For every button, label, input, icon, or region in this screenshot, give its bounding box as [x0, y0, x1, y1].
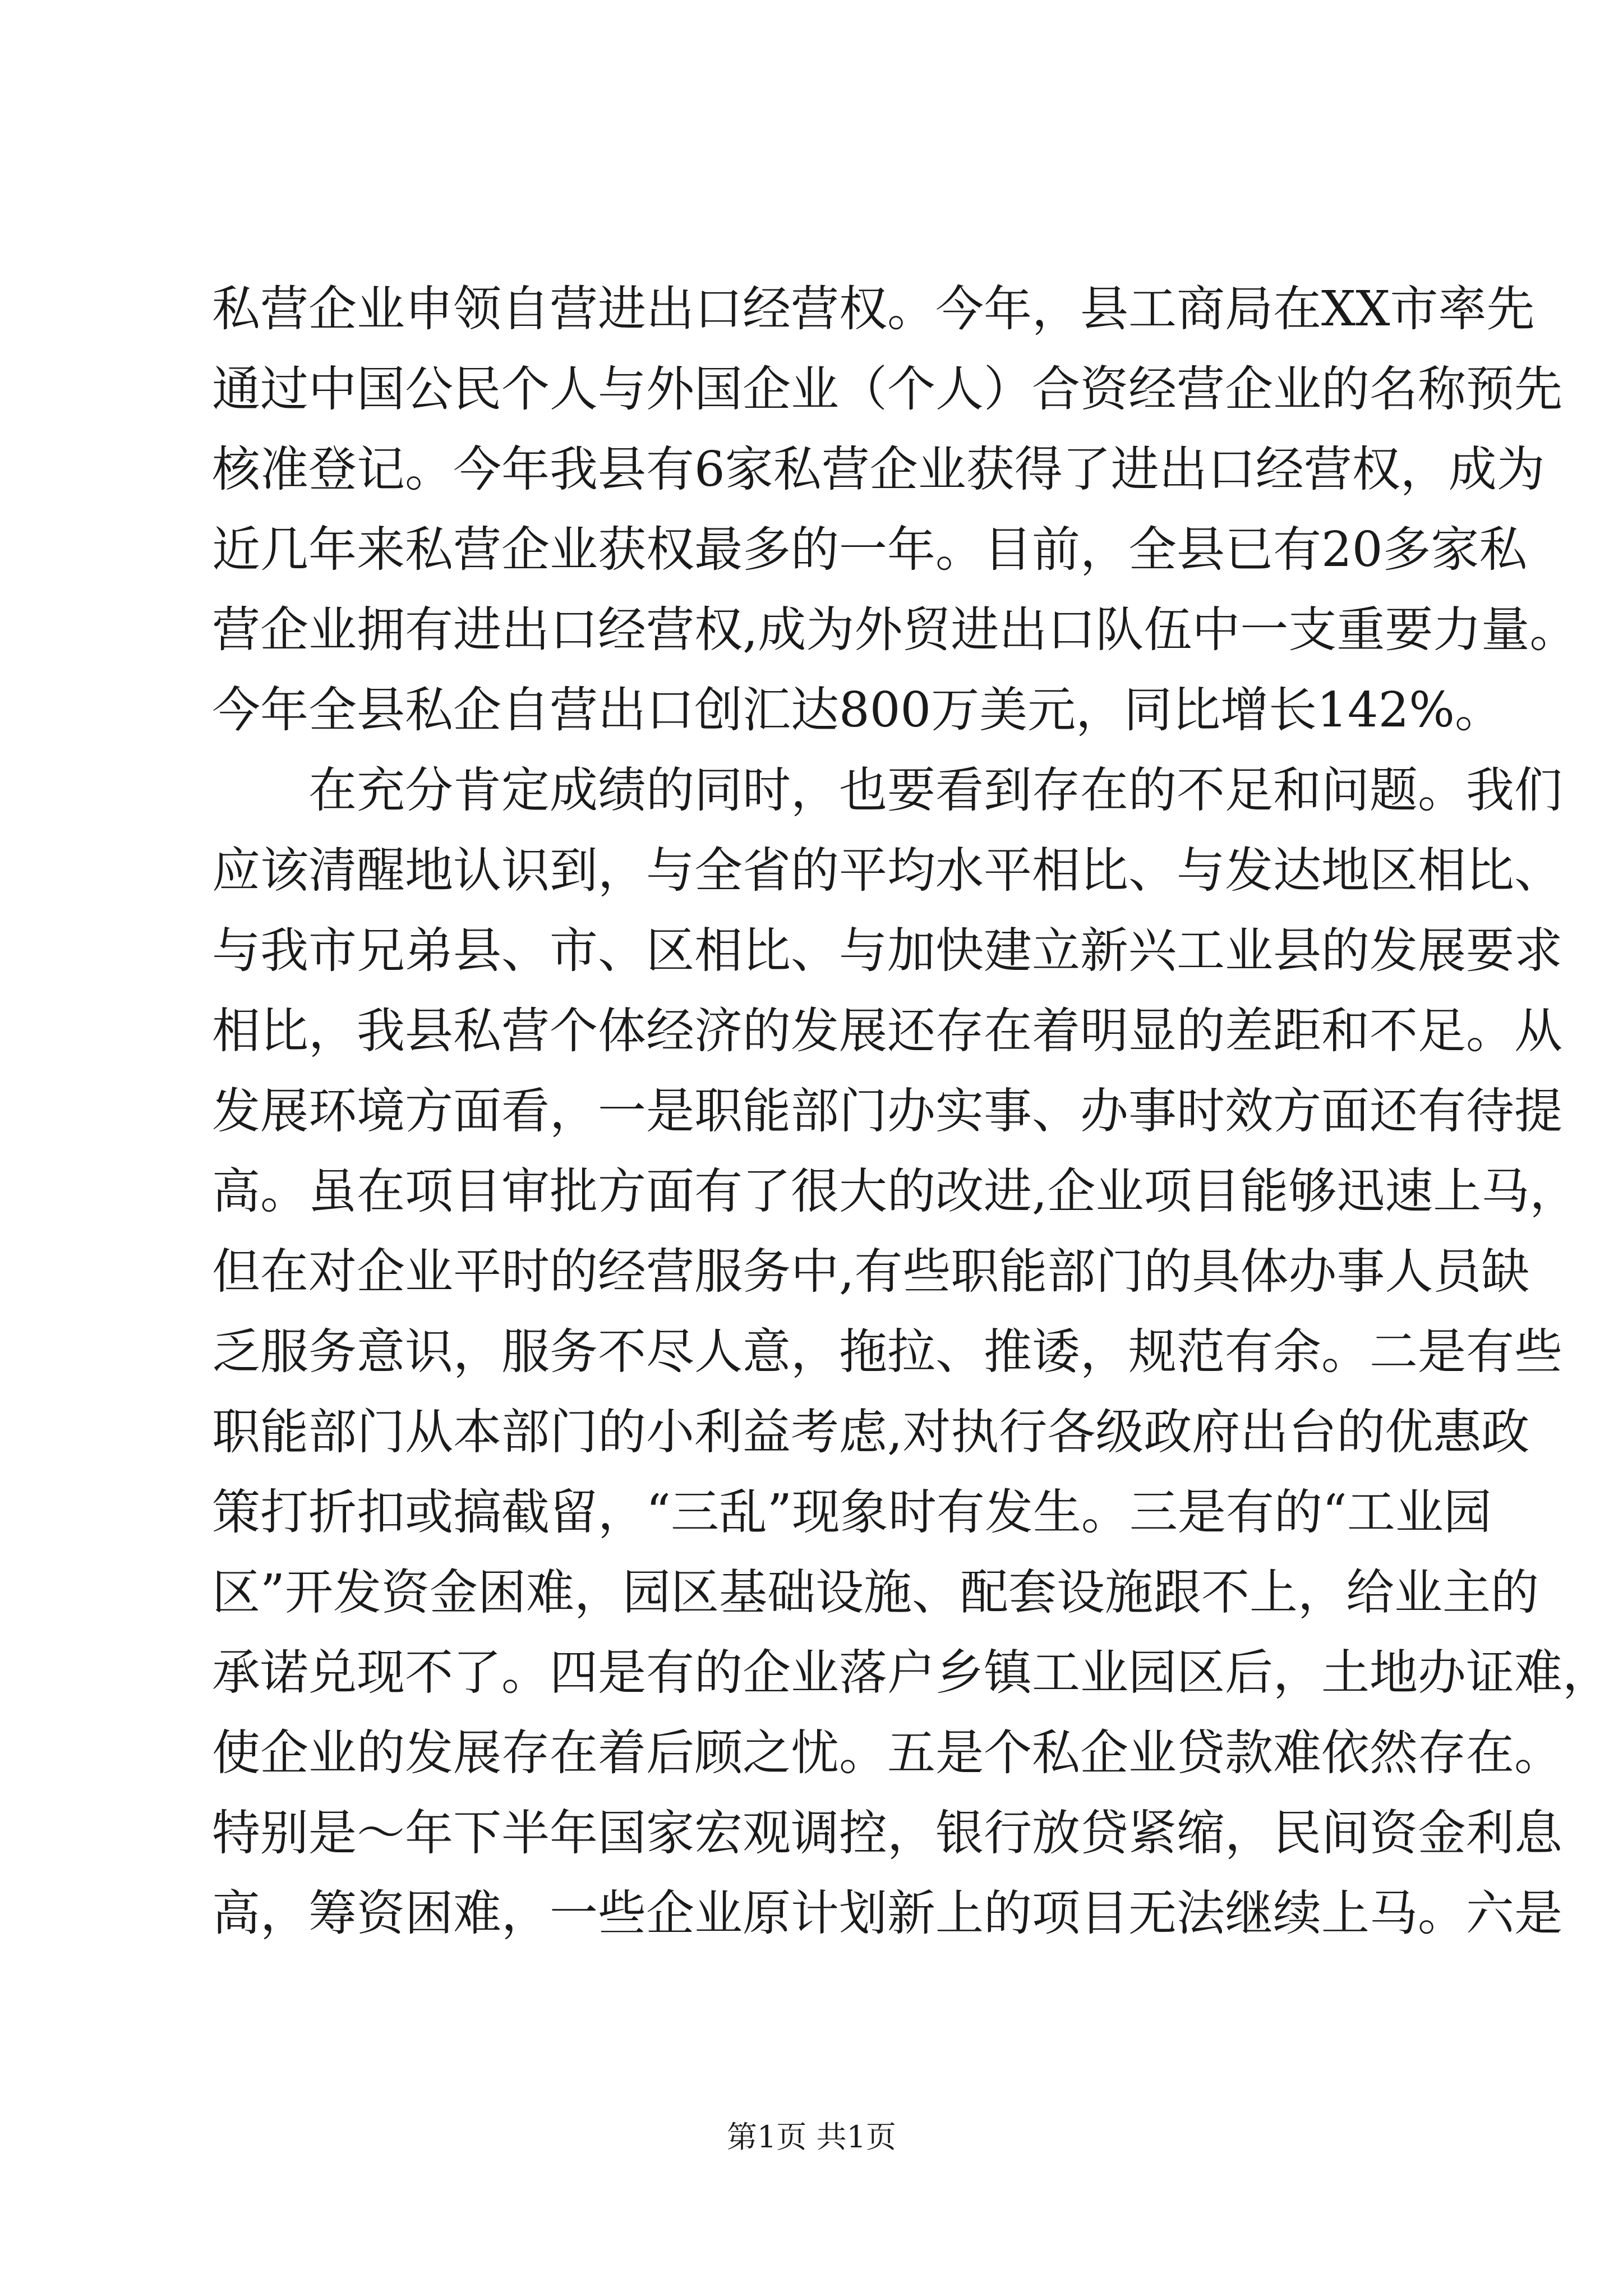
text-line: 区”开发资金困难，园区基础设施、配套设施跟不上，给业主的: [212, 1565, 1539, 1621]
text-line: 乏服务意识，服务不尽人意，拖拉、推诿，规范有余。二是有些: [212, 1324, 1562, 1380]
text-line: 相比，我县私营个体经济的发展还存在着明显的差距和不足。从: [212, 1003, 1562, 1059]
text-line: 承诺兑现不了。四是有的企业落户乡镇工业园区后，土地办证难，: [212, 1645, 1611, 1701]
text-line: 职能部门从本部门的小利益考虑,对执行各级政府出台的优惠政: [212, 1404, 1530, 1460]
page-number: 第1页 共1页: [727, 2119, 896, 2155]
body-text: [212, 269, 1611, 1954]
text-line: 近几年来私营企业获权最多的一年。目前，全县已有20多家私: [212, 522, 1528, 578]
text-line: 发展环境方面看，一是职能部门办实事、办事时效方面还有待提: [212, 1083, 1562, 1139]
text-line: 特别是～年下半年国家宏观调控，银行放贷紧缩，民间资金利息: [212, 1805, 1562, 1861]
text-line: 策打折扣或搞截留，“三乱”现象时有发生。三是有的“工业园: [212, 1484, 1492, 1540]
text-line: 与我市兄弟县、市、区相比、与加快建立新兴工业县的发展要求: [212, 923, 1562, 979]
text-line: 高。虽在项目审批方面有了很大的改进,企业项目能够迅速上马，: [212, 1163, 1578, 1220]
text-line: 通过中国公民个人与外国企业（个人）合资经营企业的名称预先: [212, 361, 1562, 417]
text-line: 应该清醒地认识到，与全省的平均水平相比、与发达地区相比、: [212, 843, 1562, 899]
text-line: 使企业的发展存在着后顾之忧。五是个私企业贷款难依然存在。: [212, 1725, 1562, 1781]
text-line: 核准登记。今年我县有6家私营企业获得了进出口经营权，成为: [212, 441, 1545, 498]
text-line: 在充分肯定成绩的同时，也要看到存在的不足和问题。我们: [308, 762, 1562, 818]
text-line: 私营企业申领自营进出口经营权。今年，县工商局在XX市率先: [212, 281, 1535, 337]
page-footer: [0, 2118, 1623, 2157]
text-line: 高，筹资困难，一些企业原计划新上的项目无法继续上马。六是: [212, 1885, 1562, 1941]
text-line: 今年全县私企自营出口创汇达800万美元，同比增长142%。: [212, 682, 1504, 738]
text-line: 但在对企业平时的经营服务中,有些职能部门的具体办事人员缺: [212, 1244, 1530, 1300]
text-line: 营企业拥有进出口经营权,成为外贸进出口队伍中一支重要力量。: [212, 602, 1578, 658]
